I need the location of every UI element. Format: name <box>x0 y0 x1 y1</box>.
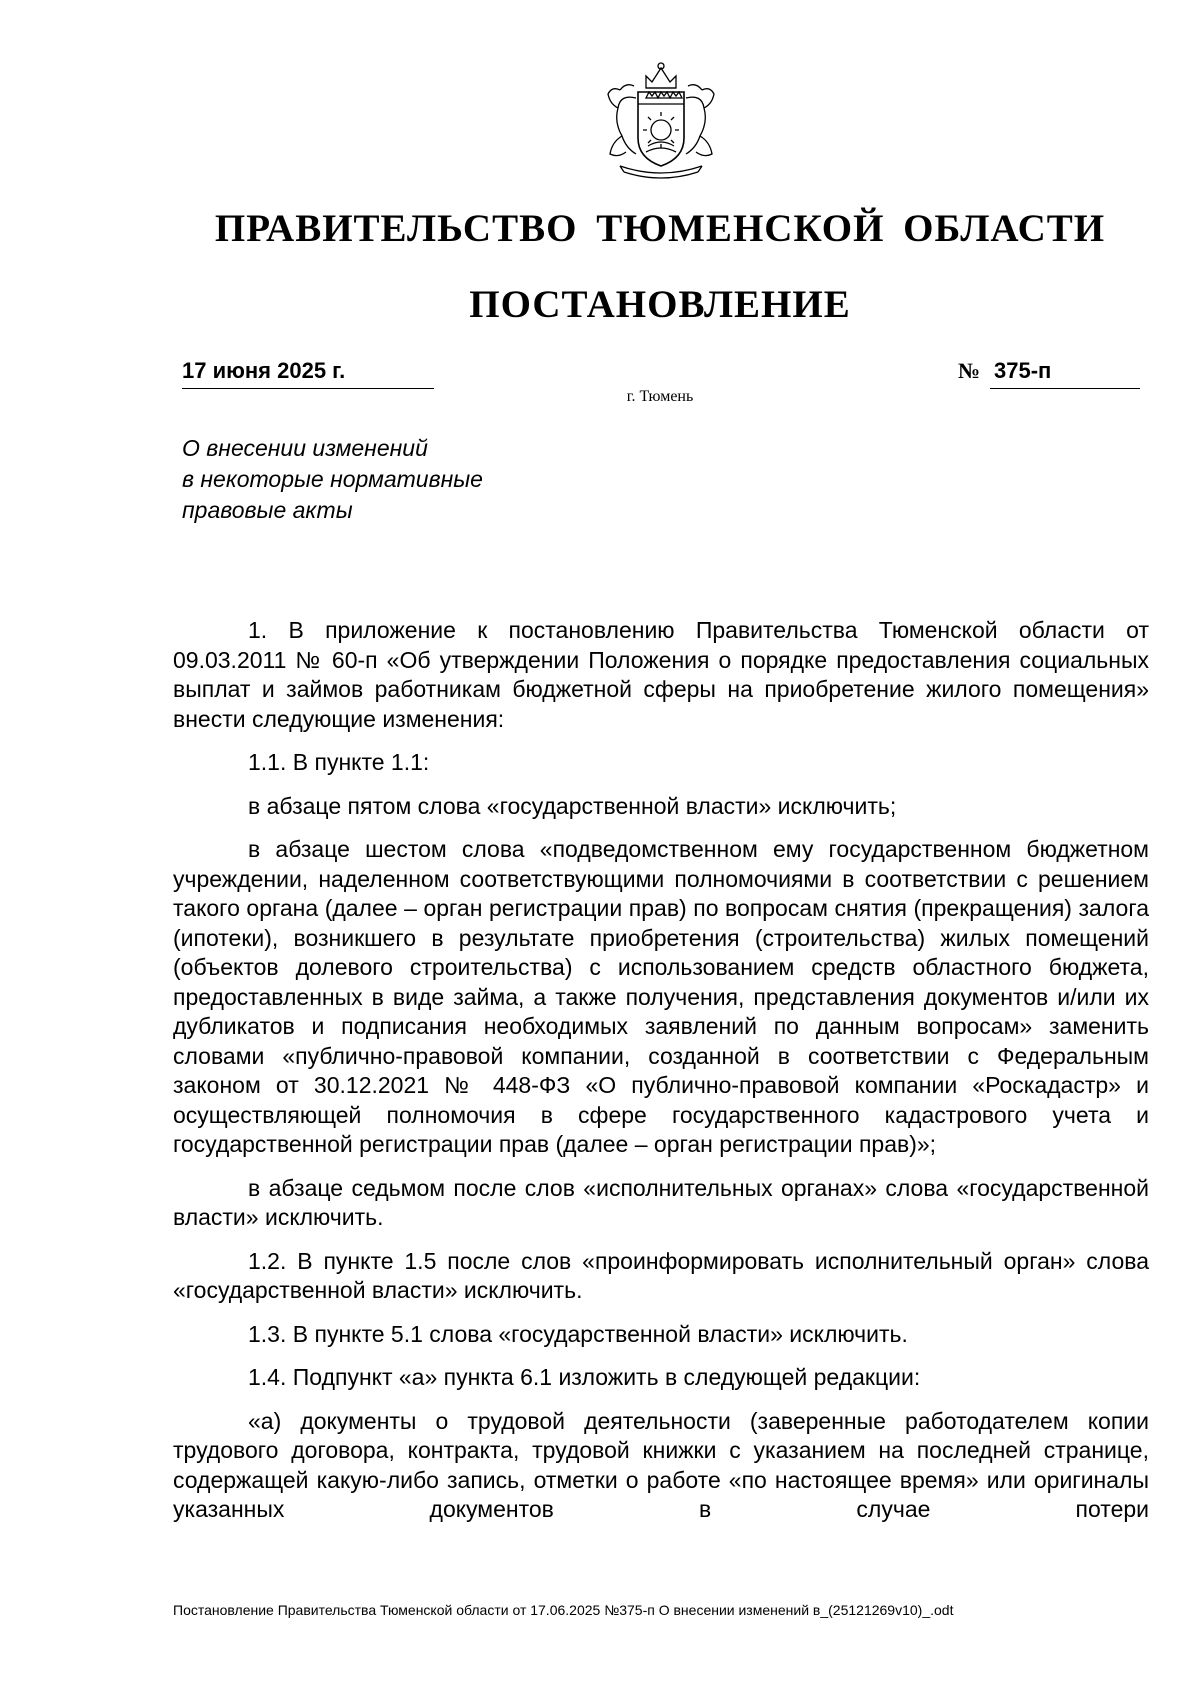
subject-line: правовые акты <box>182 497 353 523</box>
body-paragraph: в абзаце седьмом после слов «исполнительных органах» слова «государственной власти» исключить. <box>173 1174 1149 1230</box>
document-date: 17 июня 2025 г. <box>182 356 434 389</box>
document-subject <box>182 433 602 526</box>
body-paragraph: 1. В приложение к постановлению Правительства Тюменской области от 09.03.2011 № 60-п «Об утверждении Положения о порядке предоставления социальных выплат и займов работникам бюджетной сферы на приобретение жилого помещения» внести следующие изменения: <box>173 617 1149 732</box>
document-number <box>958 356 1140 389</box>
document-body <box>173 616 1149 1525</box>
subject-line: в некоторые нормативные <box>182 466 483 492</box>
subject-line: О внесении изменений <box>182 435 428 461</box>
document-city: г. Тюмень <box>626 388 694 405</box>
body-paragraph: 1.4. Подпункт «а» пункта 6.1 изложить в следующей редакции: <box>248 1364 921 1390</box>
body-paragraph: «а) документы о трудовой деятельности (заверенные работодателем копии трудового договора, контракта, трудовой книжки с указанием на последней странице, содержащей какую-либо запись, отметки о работе «по настоящее время» или оригиналы указанных документов в случае потери <box>173 1407 1149 1522</box>
body-paragraph: в абзаце пятом слова «государственной власти» исключить; <box>248 792 897 819</box>
body-paragraph: 1.2. В пункте 1.5 после слов «проинформировать исполнительный орган» слова «государственной власти» исключить. <box>173 1247 1149 1303</box>
coat-of-arms-icon <box>596 58 726 186</box>
document-footer: Постановление Правительства Тюменской области от 17.06.2025 №375-п О внесении изменений в_(25121269v10)_.odt <box>173 1602 954 1618</box>
document-type-title: ПОСТАНОВЛЕНИЕ <box>469 283 851 326</box>
document-number-value: 375-п <box>990 356 1140 389</box>
number-sign: № <box>958 358 981 383</box>
government-title: ПРАВИТЕЛЬСТВО ТЮМЕНСКОЙ ОБЛАСТИ <box>214 207 1106 250</box>
body-paragraph: 1.3. В пункте 5.1 слова «государственной власти» исключить. <box>248 1320 908 1347</box>
body-paragraph: 1.1. В пункте 1.1: <box>248 749 430 775</box>
body-paragraph: в абзаце шестом слова «подведомственном ему государственном бюджетном учреждении, наделенном соответствующими полномочиями в соответствии с решением такого органа (далее – орган регистрации прав) по вопросам снятия (прекращения) залога (ипотеки), возникшего в результате приобретения (строительства) жилых помещений (объектов долевого строительства) с использованием средств областного бюджета, предоставленных в виде займа, а также получения, представления документов и/или их дубликатов и подписания необходимых заявлений по данным вопросам» заменить словами «публично-правовой компании, созданной в соответствии с Федеральным законом от 30.12.2021 № 448-ФЗ «О публично-правовой компании «Роскадастр» и осуществляющей полномочия в сфере государственного кадастрового учета и государственной регистрации прав (далее – орган регистрации прав)»; <box>173 836 1149 1157</box>
